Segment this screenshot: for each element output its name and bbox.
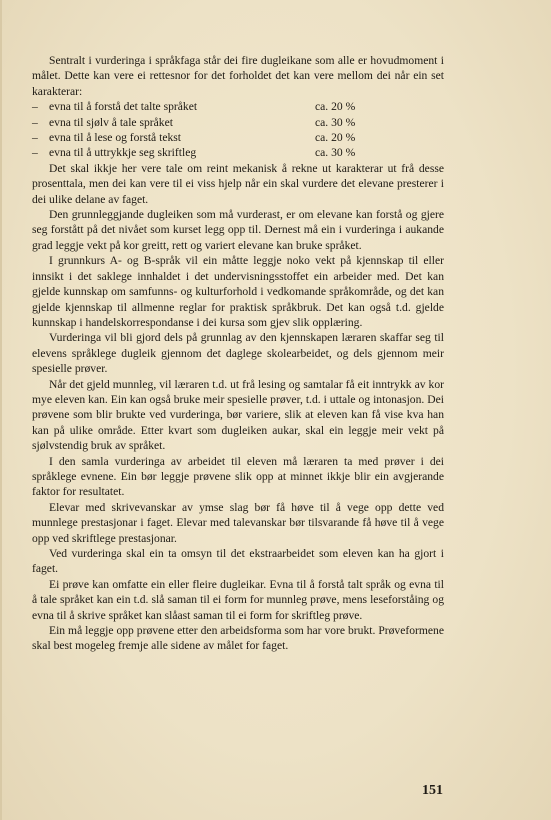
skill-share: ca. 20 % [315, 131, 356, 145]
page-number: 151 [422, 783, 443, 798]
skill-label: evna til sjølv å tale språket [49, 115, 173, 129]
paragraph: Ein må leggje opp prøvene etter den arbeidsforma som har vore brukt. Prøveformene skal best mogeleg fremje alle sidene av målet for faget. [32, 624, 444, 653]
skill-label: evna til å lese og forstå tekst [49, 131, 181, 145]
skill-share: ca. 30 % [315, 146, 356, 160]
paragraph: Den grunnleggjande dugleiken som må vurderast, er om elevane kan forstå og gjere seg forstått på det nivået som kurset legg opp til. Dernest må ein i vurderinga i aukande grad leggje vekt på kor greitt, rett og variert elevane kan bruke språket. [32, 208, 444, 252]
skill-weight-list [32, 99, 444, 161]
body-text [32, 53, 444, 654]
skill-label: evna til å forstå det talte språket [49, 100, 198, 114]
skill-share: ca. 20 % [315, 100, 356, 114]
paragraph: Ei prøve kan omfatte ein eller fleire dugleikar. Evna til å forstå talt språk og evna til å tale språket kan ein t.d. slå saman til ei form for munnleg prøve, mens leseforståing og evna til å skrive språket kan slåast saman til ei form for skriftleg prøve. [32, 577, 444, 622]
paragraph: I grunnkurs A- og B-språk vil ein måtte leggje noko vekt på kjennskap til eller innsikt i det saklege innhaldet i det undervisningsstoffet ein arbeider med. Det kan gjelde kunnskap om samfunns- og kulturforhold i vedkomande språkområde, og det kan gjelde kjennskap til allmenne reglar for praktisk språkbruk. Det kan også t.d. gjelde kunnskap i handelskorrespondanse i dei kursa som gjev slik opplæring. [32, 254, 444, 329]
skill-label: evna til å uttrykkje seg skriftleg [49, 146, 197, 160]
list-item [32, 99, 444, 114]
paragraph: Ved vurderinga skal ein ta omsyn til det ekstraarbeidet som eleven kan ha gjort i faget. [32, 547, 444, 576]
list-item [32, 145, 444, 160]
paragraph: Elevar med skrivevanskar av ymse slag bør få høve til å vege opp dette ved munnlege prestasjonar i faget. Elevar med talevanskar bør tilsvarande få høve til å vege opp ved skriftlege prestasjonar. [32, 500, 444, 545]
list-item [32, 130, 444, 145]
list-dash: – [32, 100, 38, 114]
list-dash: – [32, 146, 38, 160]
list-dash: – [32, 115, 38, 129]
list-item [32, 115, 444, 130]
paragraph: Vurderinga vil bli gjord dels på grunnlag av den kjennskapen læraren skaffar seg til elevens språklege dugleik gjennom det daglege skolearbeidet, og dels gjennom meir spesielle prøver. [32, 331, 444, 376]
paragraph: Når det gjeld munnleg, vil læraren t.d. ut frå lesing og samtalar få eit inntrykk av kor mye eleven kan. Ein kan også bruke meir spesielle prøver, t.d. i uttale og intonasjon. Dei prøvene som blir brukte ved vurderinga, bør variere, slik at eleven kan få vise kva han kan på ulike område. Etter kvart som dugleiken aukar, skal ein leggje meir vekt på sjølvstendig bruk av språket. [32, 377, 444, 453]
paragraph: Det skal ikkje her vere tale om reint mekanisk å rekne ut karakterar ut frå desse prosenttala, men dei kan vere til ei viss hjelp når ein skal vurdere det elevane presterer i dei ulike delane av faget. [32, 161, 444, 206]
skill-share: ca. 30 % [315, 115, 356, 129]
paragraph: I den samla vurderinga av arbeidet til eleven må læraren ta med prøver i dei språklege evnene. Ein bør leggje prøvene slik opp at minnet ikkje blir ein avgjerande faktor for resultatet. [32, 454, 444, 499]
list-dash: – [32, 131, 38, 145]
intro-paragraph: Sentralt i vurderinga i språkfaga står dei fire dugleikane som alle er hovudmoment i målet. Dette kan vere ei rettesnor for det forholdet det kan vere mellom dei når ein set karakterar: [32, 54, 444, 98]
